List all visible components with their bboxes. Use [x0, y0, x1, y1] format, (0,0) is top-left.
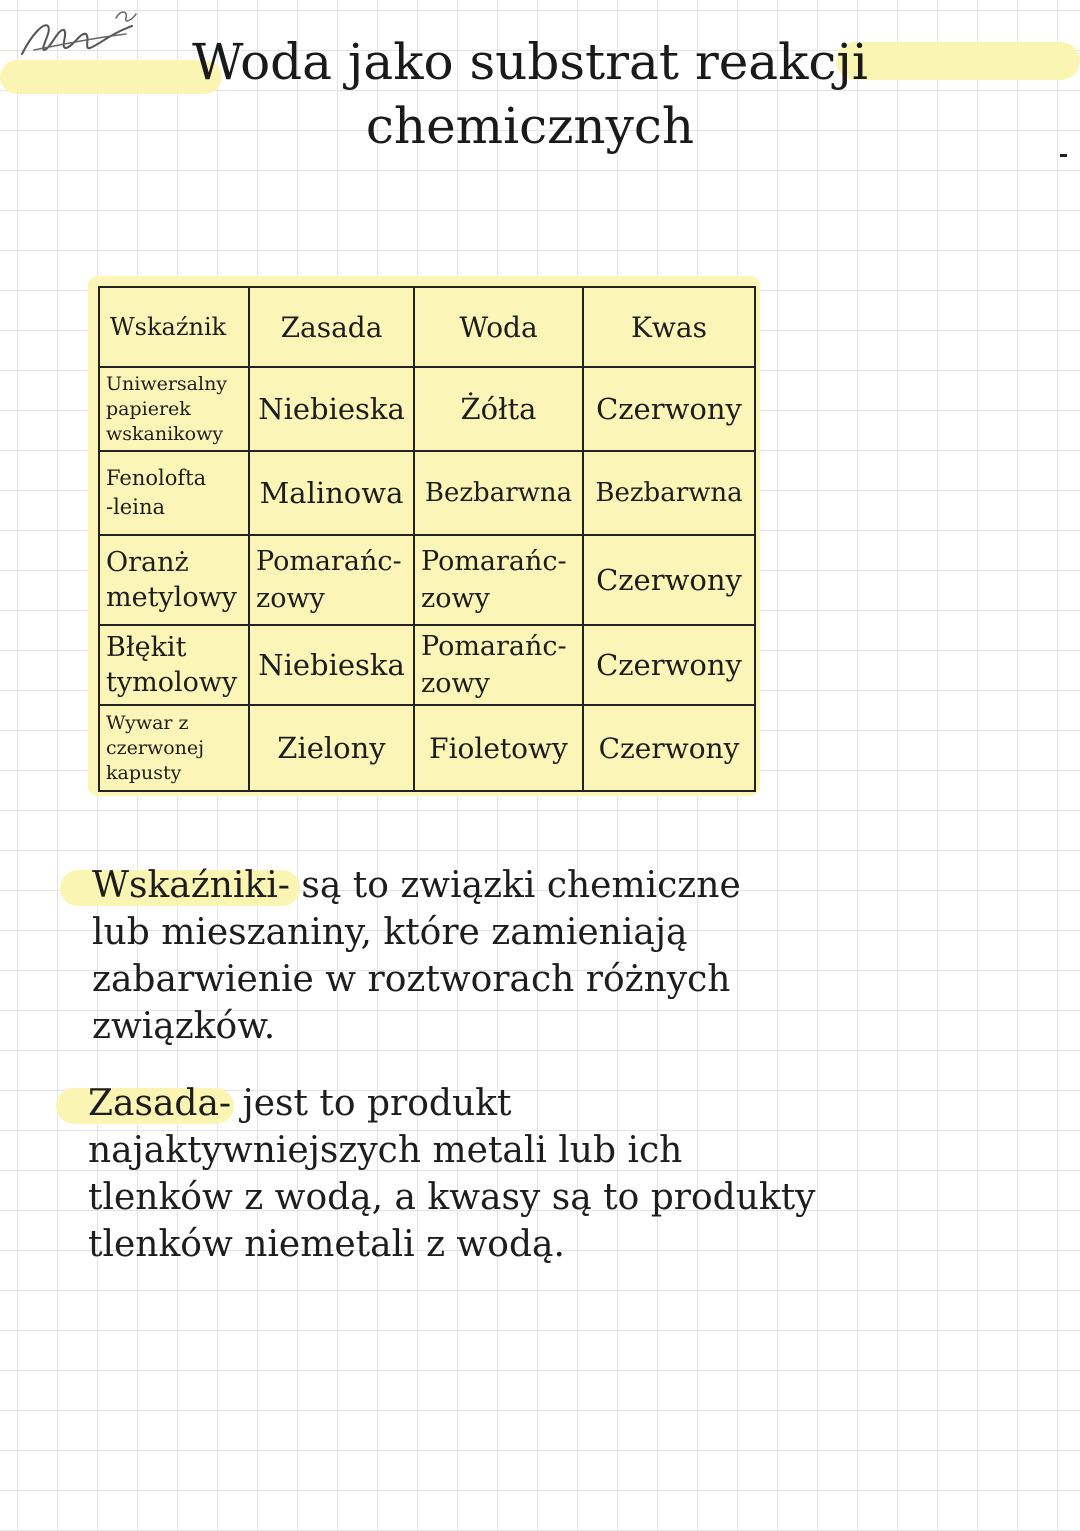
base-color-cell: Malinowa — [249, 451, 414, 535]
header-base: Zasada — [249, 287, 414, 367]
water-color-cell: Pomarańc- zowy — [414, 535, 583, 625]
table-header-row — [99, 287, 755, 367]
margin-dash-mark — [1060, 154, 1067, 157]
indicator-cell: Wywar z czerwonej kapusty — [99, 705, 249, 791]
table-row — [99, 535, 755, 625]
base-color-cell: Niebieska — [249, 625, 414, 705]
acid-color-cell: Czerwony — [583, 535, 755, 625]
table-row — [99, 367, 755, 451]
acid-color-cell: Bezbarwna — [583, 451, 755, 535]
page-title — [160, 30, 900, 158]
page-title-line-1: Woda jako substrat reakcji — [192, 33, 868, 91]
header-water: Woda — [414, 287, 583, 367]
base-color-cell: Niebieska — [249, 367, 414, 451]
table-row — [99, 451, 755, 535]
header-acid: Kwas — [583, 287, 755, 367]
definition-term: Wskaźniki- — [92, 865, 290, 906]
water-color-cell: Żółta — [414, 367, 583, 451]
acid-color-cell: Czerwony — [583, 705, 755, 791]
indicator-cell: Oranż metylowy — [99, 535, 249, 625]
water-color-cell: Fioletowy — [414, 705, 583, 791]
table-row — [99, 625, 755, 705]
table-row — [99, 705, 755, 791]
indicator-cell: Błękit tymolowy — [99, 625, 249, 705]
indicator-cell: Uniwersalny papierek wskanikowy — [99, 367, 249, 451]
definition-term: Zasada- — [88, 1083, 232, 1124]
page-title-line-2: chemicznych — [365, 97, 695, 155]
header-indicator: Wskaźnik — [99, 287, 249, 367]
indicator-table — [98, 286, 756, 792]
indicator-cell: Fenolofta -leina — [99, 451, 249, 535]
water-color-cell: Pomarańc- zowy — [414, 625, 583, 705]
acid-color-cell: Czerwony — [583, 625, 755, 705]
water-color-cell: Bezbarwna — [414, 451, 583, 535]
definition-base: Zasada- jest to produkt najaktywniejszych metali lub ich tlenków z wodą, a kwasy są to produkty tlenków niemetali z wodą. — [88, 1083, 816, 1265]
definition-indicators: Wskaźniki- są to związki chemiczne lub mieszaniny, które zamieniają zabarwienie w roztworach różnych związków. — [92, 865, 741, 1047]
acid-color-cell: Czerwony — [583, 367, 755, 451]
signature-scribble — [14, 4, 144, 64]
base-color-cell: Zielony — [249, 705, 414, 791]
base-color-cell: Pomarańc- zowy — [249, 535, 414, 625]
